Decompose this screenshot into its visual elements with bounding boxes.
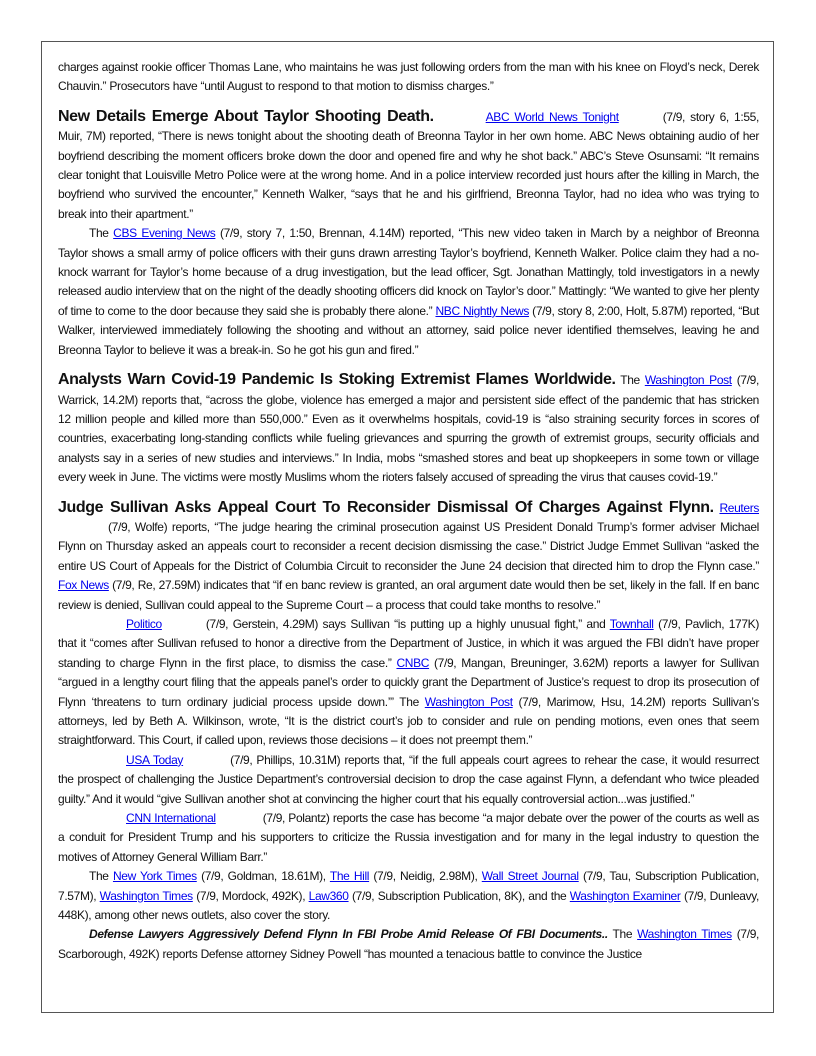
paragraph [58,751,759,809]
story-headline: Judge Sullivan Asks Appeal Court To Reconsider Dismissal Of Charges Against Flynn. [58,498,714,516]
body-text: (7/9, story 7, 1:50, Brennan, 4.14M) reported, “This new video taken in March by a neighbor of Breonna Taylor shows a small army of police officers with their guns drawn arresting Taylor’s boyfriend, Kenneth Walker. Police claim they had a no-knock warrant for Taylor’s home because of a drug investigation, but the lead officer, Sgt. Jonathan Mattingly, told investigators in a newly released audio interview that on the night of the deadly shooting officers did knock on Taylor’s door.” Mattingly: “We wanted to give her plenty of time to come to the door because they said she is probably there alone.” [58,226,759,318]
source-link[interactable]: NBC Nightly News [435,303,529,318]
source-link[interactable]: Townhall [609,616,654,631]
body-text: charges against rookie officer Thomas Lane, who maintains he was just following orders from the man with his knee on Floyd’s neck, Derek Chauvin.” Prosecutors have “until August to respond to that motion to dismiss charges.” [58,60,759,94]
paragraph [58,809,759,867]
paragraph [58,925,759,964]
body-text: (7/9, story 6, 1:55, Muir, 7M) reported, “There is news tonight about the shooting death of Breonna Taylor in her own home. ABC News obtaining audio of her boyfriend describing the moment officers broke down the door and opened fire and why he shot back.” ABC’s Steve Osunsami: “It remains clear tonight that Louisville Metro Police were at the wrong home. And in a police interview recorded just hours after the killing in March, the boyfriend who survived the encounter,” Kenneth Walker, “says that he and his girlfriend, Breonna Taylor, had no idea who was trying to break into their apartment.” [58,109,759,221]
body-text: (7/9, Wolfe) reports, “The judge hearing the criminal prosecution against US President Donald Trump’s former adviser Michael Flynn on Thursday asked an appeals court to reconsider a recent decision dismissing the case.” District Judge Emmet Sullivan “asked the entire US Court of Appeals for the District of Columbia Circuit to reconsider the June 24 decision that directed him to drop the Flynn case.” [58,519,759,573]
body-text: (7/9, Tau, Subscription Publication, 7.57M), [58,869,759,903]
body-text: The [615,373,645,388]
body-text: The [89,869,113,884]
source-link[interactable]: CBS Evening News [113,226,216,241]
source-link[interactable]: Washington Post [644,373,732,388]
body-text: (7/9, Dunleavy, 448K), among other news outlets, also cover the story. [58,888,759,923]
paragraph [58,107,759,224]
source-link[interactable]: USA Today [126,752,184,767]
source-link[interactable]: Washington Times [99,888,193,903]
paragraph [58,867,759,925]
body-text: The [89,226,114,241]
body-text: (7/9, Neidig, 2.98M), [369,869,482,884]
body-text: (7/9, Gerstein, 4.29M) says Sullivan “is putting up a highly unusual fight,” and [205,616,610,631]
document-body [58,58,759,964]
source-link[interactable]: The Hill [329,869,370,884]
source-link[interactable]: Fox News [58,578,109,593]
body-text: (7/9, Subscription Publication, 8K), and the [348,888,570,903]
story-headline: Analysts Warn Covid-19 Pandemic Is Stoking Extremist Flames Worldwide. [58,371,616,389]
source-link[interactable]: New York Times [112,869,197,884]
paragraph [58,224,759,360]
source-link[interactable]: Law360 [308,888,349,903]
story-headline: New Details Emerge About Taylor Shooting Death. [58,107,434,125]
story-subheadline: Defense Lawyers Aggressively Defend Flynn In FBI Probe Amid Release Of FBI Documents.. [89,927,608,942]
source-link[interactable]: ABC World News Tonight [485,109,619,124]
source-link[interactable]: CNN International [126,811,216,826]
document-page [41,41,774,1013]
source-link[interactable]: Washington Examiner [569,888,681,903]
body-text: (7/9, Mordock, 492K), [192,888,309,903]
body-text: (7/9, story 8, 2:00, Holt, 5.87M) reported, “But Walker, interviewed immediately following the shooting and without an attorney, said police never identified themselves, leaving he and Breonna Taylor to believe it was a break-in. So he got his gun and fired.” [58,303,759,357]
paragraph [58,370,759,487]
body-text: (7/9, Re, 27.59M) indicates that “if en banc review is granted, an oral argument date would then be set, likely in the fall. If en banc review is denied, Sullivan could appeal to the Supreme Court – a process that could take months to resolve.” [58,578,759,612]
source-link[interactable]: CNBC [396,655,430,670]
body-text: The [607,927,638,942]
body-text: (7/9, Polantz) reports the case has become “a major debate over the power of the courts as well as a conduit for President Trump and his supporters to criticize the Russia investigation and for many in the legal industry to question the motives of Attorney General William Barr.” [58,811,759,864]
source-link[interactable]: Washington Post [424,694,513,709]
source-link[interactable]: Politico [126,616,162,631]
paragraph [58,615,759,751]
body-text: (7/9, Warrick, 14.2M) reports that, “across the globe, violence has emerged a major and persistent side effect of the pandemic that has stricken 12 million people and killed more than 550,000.” Even as it overwhelms hospitals, covid-19 is “also straining security forces in scores of countries, exacerbating long-standing conflicts while fueling grievances and spurring the growth of extremist groups, security officials and analysts say in a series of new studies and interviews.” In India, mobs “smashed stores and beat up shopkeepers in some town or village every week in June. The victims were mostly Muslims whom the rioters falsely accused of spreading the virus that causes covid-19.” [58,373,759,485]
source-link[interactable]: Wall Street Journal [481,869,579,884]
body-text: (7/9, Goldman, 18.61M), [196,869,330,884]
body-text: (7/9, Marimow, Hsu, 14.2M) reports Sullivan’s attorneys, led by Beth A. Wilkinson, wrote, “It is the district court’s job to consider and rule on pending motions, even ones that seem straightforward. This Court, if called upon, reviews those decisions – it does not preempt them.” [58,694,759,748]
source-link[interactable]: Reuters [719,500,760,515]
paragraph [58,498,759,615]
body-text: (7/9, Pavlich, 177K) that it “comes after Sullivan refused to honor a directive from the Department of Justice, in which it was argued the FBI didn’t have proper standing to charge Flynn in the first place, to dismiss the case.” [58,616,759,670]
body-text: (7/9, Mangan, Breuninger, 3.62M) reports a lawyer for Sullivan “argued in a lengthy court filing that the appeals panel’s order to quickly grant the Department of Justice’s request to drop its prosecution of Flynn ‘threatens to turn ordinary judicial process upside down.’” The [58,655,759,709]
body-text: (7/9, Phillips, 10.31M) reports that, “if the full appeals court agrees to rehear the case, it would resurrect the prospect of challenging the Justice Department’s controversial decision to drop the case against Flynn, a defendant who twice pleaded guilty.” And it would “give Sullivan another shot at convincing the higher court that his equally controversial action...was justified.” [58,752,759,806]
paragraph [58,58,759,97]
source-link[interactable]: Washington Times [637,927,732,942]
body-text: (7/9, Scarborough, 492K) reports Defense attorney Sidney Powell “has mounted a tenacious battle to convince the Justice [58,927,759,961]
